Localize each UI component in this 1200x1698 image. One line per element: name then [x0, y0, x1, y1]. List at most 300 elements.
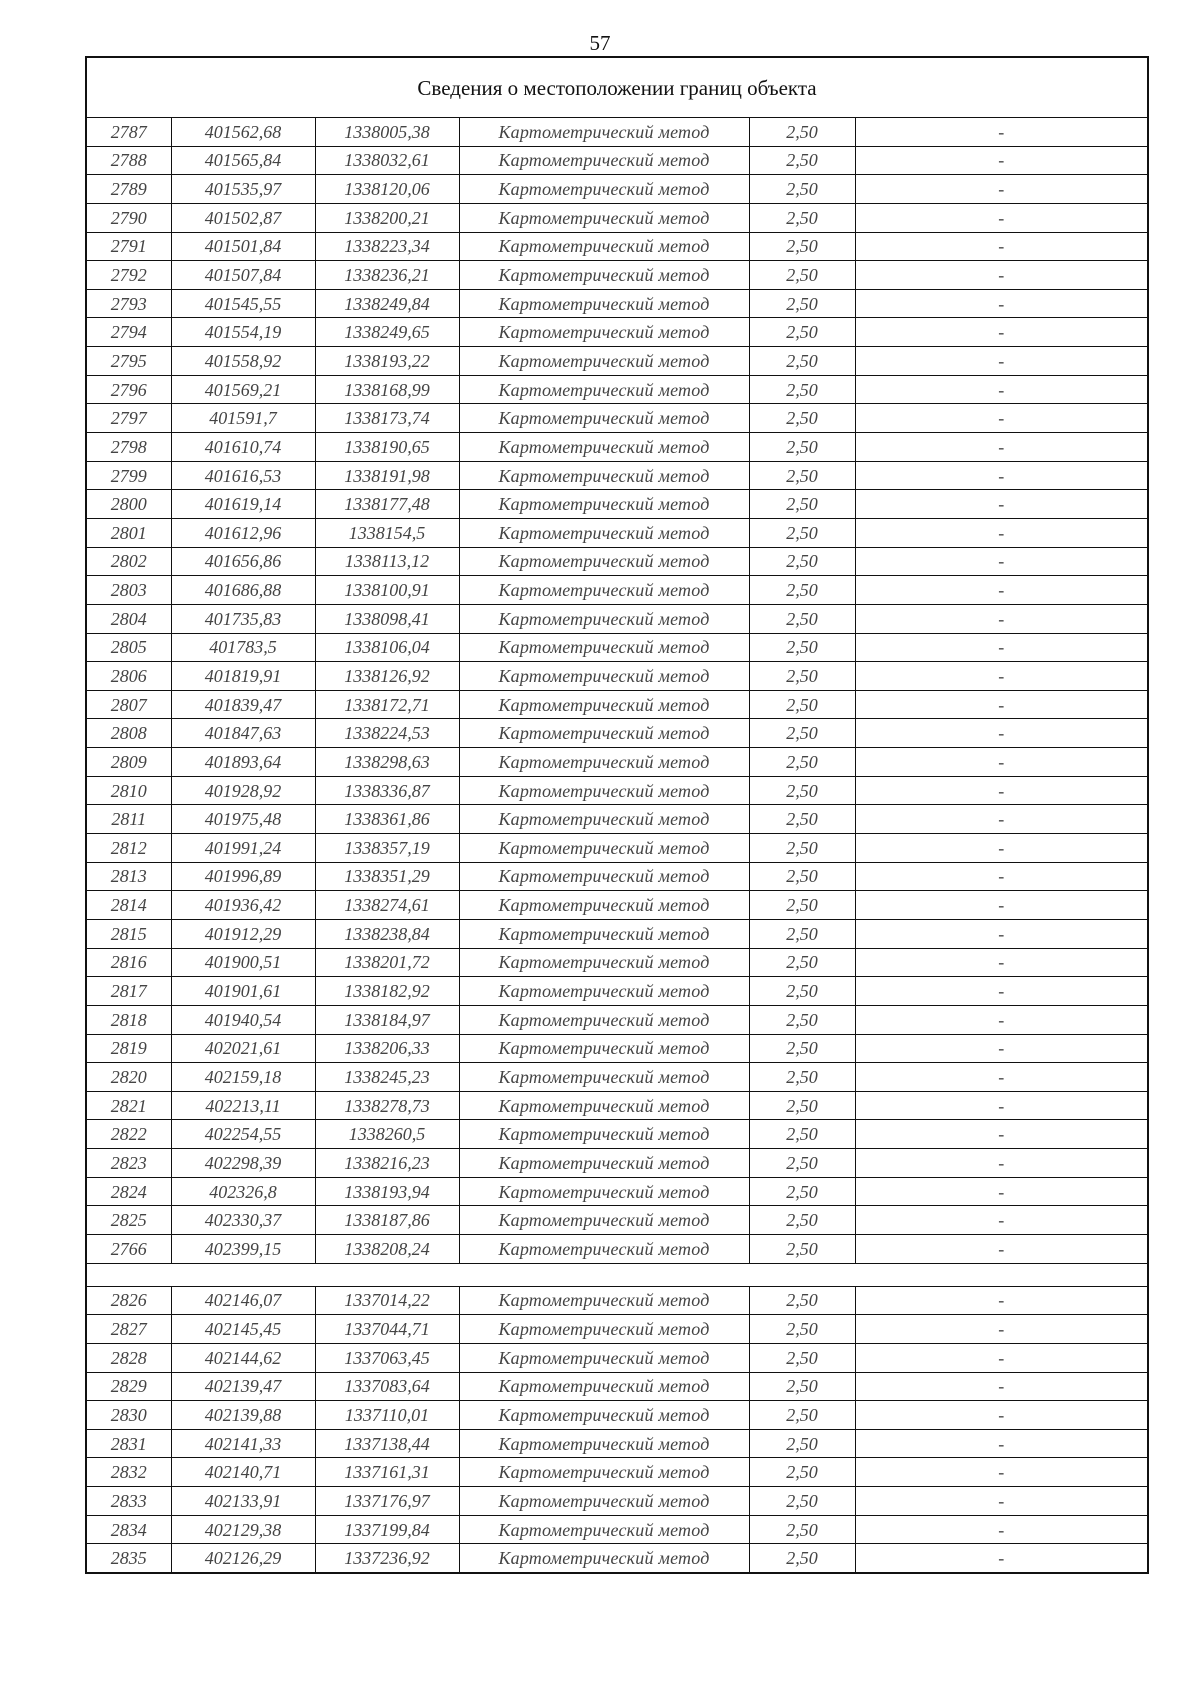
description-cell: -	[855, 318, 1148, 347]
table-title-row	[86, 57, 1148, 118]
x-coordinate-cell: 402139,88	[171, 1401, 315, 1430]
x-coordinate-cell: 402144,62	[171, 1343, 315, 1372]
description-cell: -	[855, 1515, 1148, 1544]
point-number-cell: 2796	[86, 375, 171, 404]
point-number-cell: 2821	[86, 1091, 171, 1120]
point-number-cell: 2826	[86, 1286, 171, 1315]
y-coordinate-cell: 1338154,5	[315, 518, 459, 547]
table-row	[86, 748, 1148, 777]
x-coordinate-cell: 401535,97	[171, 175, 315, 204]
method-cell: Картометрический метод	[459, 1515, 749, 1544]
y-coordinate-cell: 1338245,23	[315, 1063, 459, 1092]
table-row	[86, 891, 1148, 920]
point-number-cell: 2791	[86, 232, 171, 261]
method-cell: Картометрический метод	[459, 690, 749, 719]
accuracy-cell: 2,50	[749, 1372, 855, 1401]
y-coordinate-cell: 1338298,63	[315, 748, 459, 777]
description-cell: -	[855, 203, 1148, 232]
x-coordinate-cell: 401565,84	[171, 146, 315, 175]
method-cell: Картометрический метод	[459, 289, 749, 318]
point-number-cell: 2793	[86, 289, 171, 318]
y-coordinate-cell: 1338249,84	[315, 289, 459, 318]
y-coordinate-cell: 1338172,71	[315, 690, 459, 719]
point-number-cell: 2828	[86, 1343, 171, 1372]
description-cell: -	[855, 1120, 1148, 1149]
point-number-cell: 2788	[86, 146, 171, 175]
point-number-cell: 2822	[86, 1120, 171, 1149]
y-coordinate-cell: 1338190,65	[315, 433, 459, 462]
accuracy-cell: 2,50	[749, 776, 855, 805]
description-cell: -	[855, 1234, 1148, 1263]
description-cell: -	[855, 118, 1148, 147]
point-number-cell: 2803	[86, 576, 171, 605]
table-row	[86, 690, 1148, 719]
method-cell: Картометрический метод	[459, 862, 749, 891]
description-cell: -	[855, 891, 1148, 920]
y-coordinate-cell: 1338249,65	[315, 318, 459, 347]
y-coordinate-cell: 1338193,94	[315, 1177, 459, 1206]
y-coordinate-cell: 1338336,87	[315, 776, 459, 805]
point-number-cell: 2833	[86, 1487, 171, 1516]
y-coordinate-cell: 1337044,71	[315, 1315, 459, 1344]
accuracy-cell: 2,50	[749, 1286, 855, 1315]
y-coordinate-cell: 1338274,61	[315, 891, 459, 920]
table-row	[86, 1120, 1148, 1149]
point-number-cell: 2808	[86, 719, 171, 748]
accuracy-cell: 2,50	[749, 461, 855, 490]
description-cell: -	[855, 461, 1148, 490]
boundary-coordinates-table	[85, 56, 1149, 1574]
method-cell: Картометрический метод	[459, 1091, 749, 1120]
point-number-cell: 2794	[86, 318, 171, 347]
point-number-cell: 2831	[86, 1429, 171, 1458]
x-coordinate-cell: 401940,54	[171, 1005, 315, 1034]
x-coordinate-cell: 401619,14	[171, 490, 315, 519]
description-cell: -	[855, 748, 1148, 777]
point-number-cell: 2810	[86, 776, 171, 805]
method-cell: Картометрический метод	[459, 1315, 749, 1344]
x-coordinate-cell: 401591,7	[171, 404, 315, 433]
method-cell: Картометрический метод	[459, 748, 749, 777]
point-number-cell: 2802	[86, 547, 171, 576]
method-cell: Картометрический метод	[459, 604, 749, 633]
accuracy-cell: 2,50	[749, 834, 855, 863]
y-coordinate-cell: 1338193,22	[315, 347, 459, 376]
method-cell: Картометрический метод	[459, 834, 749, 863]
accuracy-cell: 2,50	[749, 948, 855, 977]
point-number-cell: 2814	[86, 891, 171, 920]
accuracy-cell: 2,50	[749, 1063, 855, 1092]
accuracy-cell: 2,50	[749, 490, 855, 519]
table-row	[86, 347, 1148, 376]
y-coordinate-cell: 1338106,04	[315, 633, 459, 662]
table-row	[86, 1177, 1148, 1206]
accuracy-cell: 2,50	[749, 891, 855, 920]
y-coordinate-cell: 1338238,84	[315, 919, 459, 948]
table-row	[86, 1063, 1148, 1092]
method-cell: Картометрический метод	[459, 1429, 749, 1458]
description-cell: -	[855, 604, 1148, 633]
accuracy-cell: 2,50	[749, 690, 855, 719]
method-cell: Картометрический метод	[459, 347, 749, 376]
accuracy-cell: 2,50	[749, 404, 855, 433]
table-row	[86, 1343, 1148, 1372]
x-coordinate-cell: 401562,68	[171, 118, 315, 147]
point-number-cell: 2805	[86, 633, 171, 662]
point-number-cell: 2818	[86, 1005, 171, 1034]
x-coordinate-cell: 401545,55	[171, 289, 315, 318]
table-row	[86, 1429, 1148, 1458]
x-coordinate-cell: 401616,53	[171, 461, 315, 490]
accuracy-cell: 2,50	[749, 1149, 855, 1178]
table-row	[86, 805, 1148, 834]
description-cell: -	[855, 862, 1148, 891]
point-number-cell: 2827	[86, 1315, 171, 1344]
x-coordinate-cell: 401735,83	[171, 604, 315, 633]
point-number-cell: 2787	[86, 118, 171, 147]
table-row	[86, 518, 1148, 547]
y-coordinate-cell: 1337063,45	[315, 1343, 459, 1372]
y-coordinate-cell: 1338100,91	[315, 576, 459, 605]
description-cell: -	[855, 948, 1148, 977]
page-number: 57	[589, 31, 611, 55]
point-number-cell: 2813	[86, 862, 171, 891]
x-coordinate-cell: 402129,38	[171, 1515, 315, 1544]
accuracy-cell: 2,50	[749, 203, 855, 232]
description-cell: -	[855, 690, 1148, 719]
x-coordinate-cell: 401901,61	[171, 977, 315, 1006]
y-coordinate-cell: 1338187,86	[315, 1206, 459, 1235]
method-cell: Картометрический метод	[459, 433, 749, 462]
accuracy-cell: 2,50	[749, 433, 855, 462]
block-separator-cell	[86, 1263, 1148, 1286]
description-cell: -	[855, 776, 1148, 805]
x-coordinate-cell: 401502,87	[171, 203, 315, 232]
accuracy-cell: 2,50	[749, 1487, 855, 1516]
table-title: Сведения о местоположении границ объекта	[86, 57, 1148, 118]
description-cell: -	[855, 1372, 1148, 1401]
x-coordinate-cell: 401936,42	[171, 891, 315, 920]
table-row	[86, 433, 1148, 462]
y-coordinate-cell: 1338126,92	[315, 662, 459, 691]
y-coordinate-cell: 1337014,22	[315, 1286, 459, 1315]
y-coordinate-cell: 1338184,97	[315, 1005, 459, 1034]
table-row	[86, 1091, 1148, 1120]
table-row	[86, 118, 1148, 147]
table-row	[86, 175, 1148, 204]
method-cell: Картометрический метод	[459, 1063, 749, 1092]
x-coordinate-cell: 402399,15	[171, 1234, 315, 1263]
accuracy-cell: 2,50	[749, 1515, 855, 1544]
table-row	[86, 232, 1148, 261]
description-cell: -	[855, 404, 1148, 433]
description-cell: -	[855, 1487, 1148, 1516]
point-number-cell: 2816	[86, 948, 171, 977]
table-row	[86, 203, 1148, 232]
method-cell: Картометрический метод	[459, 1487, 749, 1516]
accuracy-cell: 2,50	[749, 547, 855, 576]
x-coordinate-cell: 402254,55	[171, 1120, 315, 1149]
point-number-cell: 2815	[86, 919, 171, 948]
table-row	[86, 1034, 1148, 1063]
y-coordinate-cell: 1337236,92	[315, 1544, 459, 1573]
accuracy-cell: 2,50	[749, 347, 855, 376]
description-cell: -	[855, 662, 1148, 691]
method-cell: Картометрический метод	[459, 490, 749, 519]
x-coordinate-cell: 401819,91	[171, 662, 315, 691]
table-row	[86, 662, 1148, 691]
x-coordinate-cell: 401656,86	[171, 547, 315, 576]
accuracy-cell: 2,50	[749, 1005, 855, 1034]
y-coordinate-cell: 1338200,21	[315, 203, 459, 232]
accuracy-cell: 2,50	[749, 1034, 855, 1063]
table-row	[86, 1401, 1148, 1430]
accuracy-cell: 2,50	[749, 1315, 855, 1344]
x-coordinate-cell: 401996,89	[171, 862, 315, 891]
method-cell: Картометрический метод	[459, 318, 749, 347]
method-cell: Картометрический метод	[459, 633, 749, 662]
method-cell: Картометрический метод	[459, 1206, 749, 1235]
point-number-cell: 2800	[86, 490, 171, 519]
description-cell: -	[855, 289, 1148, 318]
y-coordinate-cell: 1338357,19	[315, 834, 459, 863]
method-cell: Картометрический метод	[459, 1177, 749, 1206]
description-cell: -	[855, 1315, 1148, 1344]
accuracy-cell: 2,50	[749, 518, 855, 547]
accuracy-cell: 2,50	[749, 1177, 855, 1206]
x-coordinate-cell: 401507,84	[171, 261, 315, 290]
method-cell: Картометрический метод	[459, 1286, 749, 1315]
table-row	[86, 547, 1148, 576]
x-coordinate-cell: 401686,88	[171, 576, 315, 605]
x-coordinate-cell: 401975,48	[171, 805, 315, 834]
description-cell: -	[855, 433, 1148, 462]
method-cell: Картометрический метод	[459, 1005, 749, 1034]
x-coordinate-cell: 402126,29	[171, 1544, 315, 1573]
description-cell: -	[855, 1286, 1148, 1315]
method-cell: Картометрический метод	[459, 576, 749, 605]
y-coordinate-cell: 1337083,64	[315, 1372, 459, 1401]
table-row	[86, 1372, 1148, 1401]
table-row	[86, 1487, 1148, 1516]
method-cell: Картометрический метод	[459, 1149, 749, 1178]
y-coordinate-cell: 1338278,73	[315, 1091, 459, 1120]
method-cell: Картометрический метод	[459, 1234, 749, 1263]
description-cell: -	[855, 175, 1148, 204]
method-cell: Картометрический метод	[459, 662, 749, 691]
x-coordinate-cell: 401501,84	[171, 232, 315, 261]
table-row	[86, 1005, 1148, 1034]
method-cell: Картометрический метод	[459, 776, 749, 805]
table-row	[86, 461, 1148, 490]
x-coordinate-cell: 402146,07	[171, 1286, 315, 1315]
y-coordinate-cell: 1338260,5	[315, 1120, 459, 1149]
accuracy-cell: 2,50	[749, 1234, 855, 1263]
description-cell: -	[855, 1429, 1148, 1458]
y-coordinate-cell: 1338098,41	[315, 604, 459, 633]
y-coordinate-cell: 1338191,98	[315, 461, 459, 490]
method-cell: Картометрический метод	[459, 1544, 749, 1573]
description-cell: -	[855, 1401, 1148, 1430]
point-number-cell: 2795	[86, 347, 171, 376]
x-coordinate-cell: 401900,51	[171, 948, 315, 977]
y-coordinate-cell: 1338223,34	[315, 232, 459, 261]
description-cell: -	[855, 518, 1148, 547]
y-coordinate-cell: 1337138,44	[315, 1429, 459, 1458]
x-coordinate-cell: 401991,24	[171, 834, 315, 863]
y-coordinate-cell: 1337110,01	[315, 1401, 459, 1430]
accuracy-cell: 2,50	[749, 633, 855, 662]
accuracy-cell: 2,50	[749, 604, 855, 633]
x-coordinate-cell: 401554,19	[171, 318, 315, 347]
description-cell: -	[855, 1544, 1148, 1573]
table-row	[86, 1515, 1148, 1544]
point-number-cell: 2806	[86, 662, 171, 691]
description-cell: -	[855, 1343, 1148, 1372]
table-row	[86, 576, 1148, 605]
y-coordinate-cell: 1338351,29	[315, 862, 459, 891]
method-cell: Картометрический метод	[459, 1372, 749, 1401]
y-coordinate-cell: 1338216,23	[315, 1149, 459, 1178]
description-cell: -	[855, 719, 1148, 748]
y-coordinate-cell: 1338173,74	[315, 404, 459, 433]
method-cell: Картометрический метод	[459, 1458, 749, 1487]
accuracy-cell: 2,50	[749, 289, 855, 318]
table-row	[86, 1315, 1148, 1344]
point-number-cell: 2798	[86, 433, 171, 462]
point-number-cell: 2825	[86, 1206, 171, 1235]
description-cell: -	[855, 1063, 1148, 1092]
point-number-cell: 2829	[86, 1372, 171, 1401]
description-cell: -	[855, 146, 1148, 175]
accuracy-cell: 2,50	[749, 146, 855, 175]
x-coordinate-cell: 401839,47	[171, 690, 315, 719]
table-row	[86, 261, 1148, 290]
description-cell: -	[855, 375, 1148, 404]
accuracy-cell: 2,50	[749, 862, 855, 891]
table-row	[86, 719, 1148, 748]
accuracy-cell: 2,50	[749, 1401, 855, 1430]
accuracy-cell: 2,50	[749, 375, 855, 404]
x-coordinate-cell: 402213,11	[171, 1091, 315, 1120]
x-coordinate-cell: 401569,21	[171, 375, 315, 404]
x-coordinate-cell: 402326,8	[171, 1177, 315, 1206]
y-coordinate-cell: 1338168,99	[315, 375, 459, 404]
method-cell: Картометрический метод	[459, 547, 749, 576]
point-number-cell: 2823	[86, 1149, 171, 1178]
method-cell: Картометрический метод	[459, 461, 749, 490]
point-number-cell: 2819	[86, 1034, 171, 1063]
x-coordinate-cell: 401893,64	[171, 748, 315, 777]
description-cell: -	[855, 1458, 1148, 1487]
x-coordinate-cell: 402141,33	[171, 1429, 315, 1458]
accuracy-cell: 2,50	[749, 1091, 855, 1120]
method-cell: Картометрический метод	[459, 919, 749, 948]
point-number-cell: 2817	[86, 977, 171, 1006]
y-coordinate-cell: 1338201,72	[315, 948, 459, 977]
table-row	[86, 948, 1148, 977]
table-row	[86, 1206, 1148, 1235]
table-row	[86, 1234, 1148, 1263]
x-coordinate-cell: 402159,18	[171, 1063, 315, 1092]
accuracy-cell: 2,50	[749, 1544, 855, 1573]
description-cell: -	[855, 919, 1148, 948]
accuracy-cell: 2,50	[749, 662, 855, 691]
method-cell: Картометрический метод	[459, 404, 749, 433]
description-cell: -	[855, 1149, 1148, 1178]
description-cell: -	[855, 977, 1148, 1006]
description-cell: -	[855, 834, 1148, 863]
x-coordinate-cell: 402021,61	[171, 1034, 315, 1063]
x-coordinate-cell: 401912,29	[171, 919, 315, 948]
y-coordinate-cell: 1337176,97	[315, 1487, 459, 1516]
point-number-cell: 2832	[86, 1458, 171, 1487]
y-coordinate-cell: 1338177,48	[315, 490, 459, 519]
method-cell: Картометрический метод	[459, 948, 749, 977]
table-row	[86, 1458, 1148, 1487]
table-row	[86, 375, 1148, 404]
point-number-cell: 2807	[86, 690, 171, 719]
accuracy-cell: 2,50	[749, 805, 855, 834]
x-coordinate-cell: 402139,47	[171, 1372, 315, 1401]
point-number-cell: 2812	[86, 834, 171, 863]
table-row	[86, 1286, 1148, 1315]
description-cell: -	[855, 1177, 1148, 1206]
y-coordinate-cell: 1338236,21	[315, 261, 459, 290]
accuracy-cell: 2,50	[749, 1120, 855, 1149]
table-row	[86, 633, 1148, 662]
method-cell: Картометрический метод	[459, 175, 749, 204]
point-number-cell: 2801	[86, 518, 171, 547]
table-row	[86, 289, 1148, 318]
table-row	[86, 490, 1148, 519]
method-cell: Картометрический метод	[459, 891, 749, 920]
y-coordinate-cell: 1338005,38	[315, 118, 459, 147]
accuracy-cell: 2,50	[749, 261, 855, 290]
description-cell: -	[855, 805, 1148, 834]
accuracy-cell: 2,50	[749, 719, 855, 748]
table-row	[86, 776, 1148, 805]
method-cell: Картометрический метод	[459, 1034, 749, 1063]
description-cell: -	[855, 1034, 1148, 1063]
method-cell: Картометрический метод	[459, 805, 749, 834]
method-cell: Картометрический метод	[459, 146, 749, 175]
point-number-cell: 2834	[86, 1515, 171, 1544]
description-cell: -	[855, 1091, 1148, 1120]
y-coordinate-cell: 1337161,31	[315, 1458, 459, 1487]
method-cell: Картометрический метод	[459, 977, 749, 1006]
method-cell: Картометрический метод	[459, 232, 749, 261]
method-cell: Картометрический метод	[459, 203, 749, 232]
y-coordinate-cell: 1338361,86	[315, 805, 459, 834]
accuracy-cell: 2,50	[749, 1206, 855, 1235]
y-coordinate-cell: 1338206,33	[315, 1034, 459, 1063]
description-cell: -	[855, 490, 1148, 519]
x-coordinate-cell: 401847,63	[171, 719, 315, 748]
method-cell: Картометрический метод	[459, 375, 749, 404]
y-coordinate-cell: 1337199,84	[315, 1515, 459, 1544]
point-number-cell: 2820	[86, 1063, 171, 1092]
method-cell: Картометрический метод	[459, 518, 749, 547]
accuracy-cell: 2,50	[749, 919, 855, 948]
point-number-cell: 2809	[86, 748, 171, 777]
accuracy-cell: 2,50	[749, 175, 855, 204]
description-cell: -	[855, 547, 1148, 576]
method-cell: Картометрический метод	[459, 1120, 749, 1149]
block-separator-row	[86, 1263, 1148, 1286]
table-row	[86, 1149, 1148, 1178]
table-row	[86, 977, 1148, 1006]
